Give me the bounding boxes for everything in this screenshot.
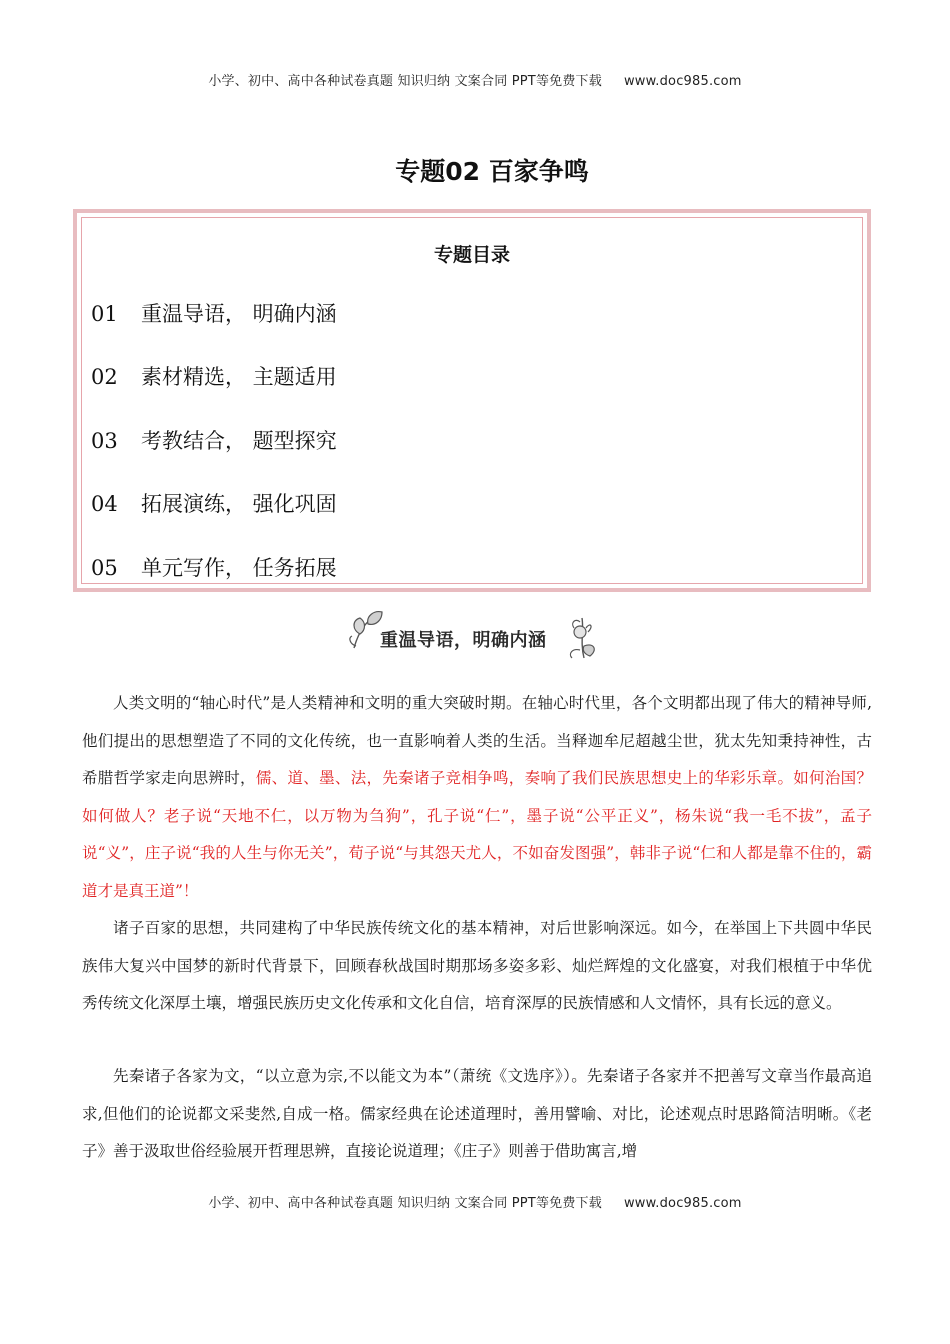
toc-item-05 bbox=[91, 552, 337, 582]
intro-paragraph-1 bbox=[82, 685, 872, 910]
flower-decoration-icon bbox=[562, 612, 602, 662]
intro-paragraph-2 bbox=[82, 910, 872, 1023]
footer-text: 小学、初中、高中各种试卷真题 知识归纳 文案合同 PPT等免费下载 bbox=[208, 1196, 602, 1211]
page-footer bbox=[0, 1192, 950, 1211]
toc-item-number: 04 bbox=[91, 492, 118, 516]
header-site: www.doc985.com bbox=[623, 74, 742, 89]
footer-site: www.doc985.com bbox=[623, 1196, 742, 1211]
toc-inner-frame bbox=[81, 217, 863, 584]
toc-item-number: 02 bbox=[91, 365, 118, 389]
toc-item-label: 素材精选， 主题适用 bbox=[141, 365, 337, 389]
toc-item-number: 03 bbox=[91, 429, 118, 453]
section-banner bbox=[346, 604, 606, 666]
paragraph-text: 先秦诸子各家为文，“以立意为宗,不以能文为本”（萧统《文选序》）。先秦诸子各家并不把善写文章当作最高追求,但他们的论说都文采斐然,自成一格。儒家经典在论述道理时，善用譬喻、对比，论述观点时思路简洁明晰。《老子》善于汲取世俗经验展开哲理思辨，直接论说道理；《庄子》则善于借助寓言,增 bbox=[82, 1067, 872, 1160]
intro-paragraph-3 bbox=[82, 1058, 872, 1171]
toc-item-label: 拓展演练， 强化巩固 bbox=[141, 492, 337, 516]
toc-item-label: 考教结合， 题型探究 bbox=[141, 429, 337, 453]
toc-item-label: 重温导语， 明确内涵 bbox=[141, 302, 337, 326]
section-banner-label: 重温导语，明确内涵 bbox=[380, 630, 547, 651]
toc-item-04 bbox=[91, 488, 337, 518]
toc-item-03 bbox=[91, 425, 337, 455]
intro-text-highlight: 儒、道、墨、法，先秦诸子竞相争鸣，奏响了我们民族思想史上的华彩乐章。如何治国？如何做人？老子说“天地不仁，以万物为刍狗”，孔子说“仁”，墨子说“公平正义”，杨朱说“我一毛不拔”，孟子说“义”，庄子说“我的人生与你无关”，荀子说“与其怨天尤人，不如奋发图强”，韩非子说“仁和人都是靠不住的，霸道才是真王道”！ bbox=[82, 769, 872, 900]
toc-heading: 专题目录 bbox=[433, 244, 510, 266]
document-title: 专题02 百家争鸣 bbox=[395, 157, 589, 186]
toc-item-number: 01 bbox=[91, 302, 118, 326]
toc-item-02 bbox=[91, 361, 337, 391]
toc-item-number: 05 bbox=[91, 556, 118, 580]
intro-text-black: 人类文明的“轴心时代”是人类精神和文明的重大突破时期。在轴心时代里，各个文明都出现了伟大的精神导师,他们提出的思想塑造了不同的文化传统，也一直影响着人类的生活。当释迦牟尼超越尘世，犹太先知秉持神性，古希腊哲学家走向思辨时， bbox=[82, 694, 872, 787]
page-header bbox=[0, 70, 950, 89]
toc-item-01 bbox=[91, 298, 337, 328]
toc-item-label: 单元写作， 任务拓展 bbox=[141, 556, 337, 580]
header-text: 小学、初中、高中各种试卷真题 知识归纳 文案合同 PPT等免费下载 bbox=[208, 74, 602, 89]
toc-box bbox=[73, 209, 871, 592]
paragraph-text: 诸子百家的思想，共同建构了中华民族传统文化的基本精神，对后世影响深远。如今，在举国上下共圆中华民族伟大复兴中国梦的新时代背景下，回顾春秋战国时期那场多姿多彩、灿烂辉煌的文化盛宴，对我们根植于中华优秀传统文化深厚土壤，增强民族历史文化传承和文化自信，培育深厚的民族情感和人文情怀，具有长远的意义。 bbox=[82, 919, 872, 1012]
